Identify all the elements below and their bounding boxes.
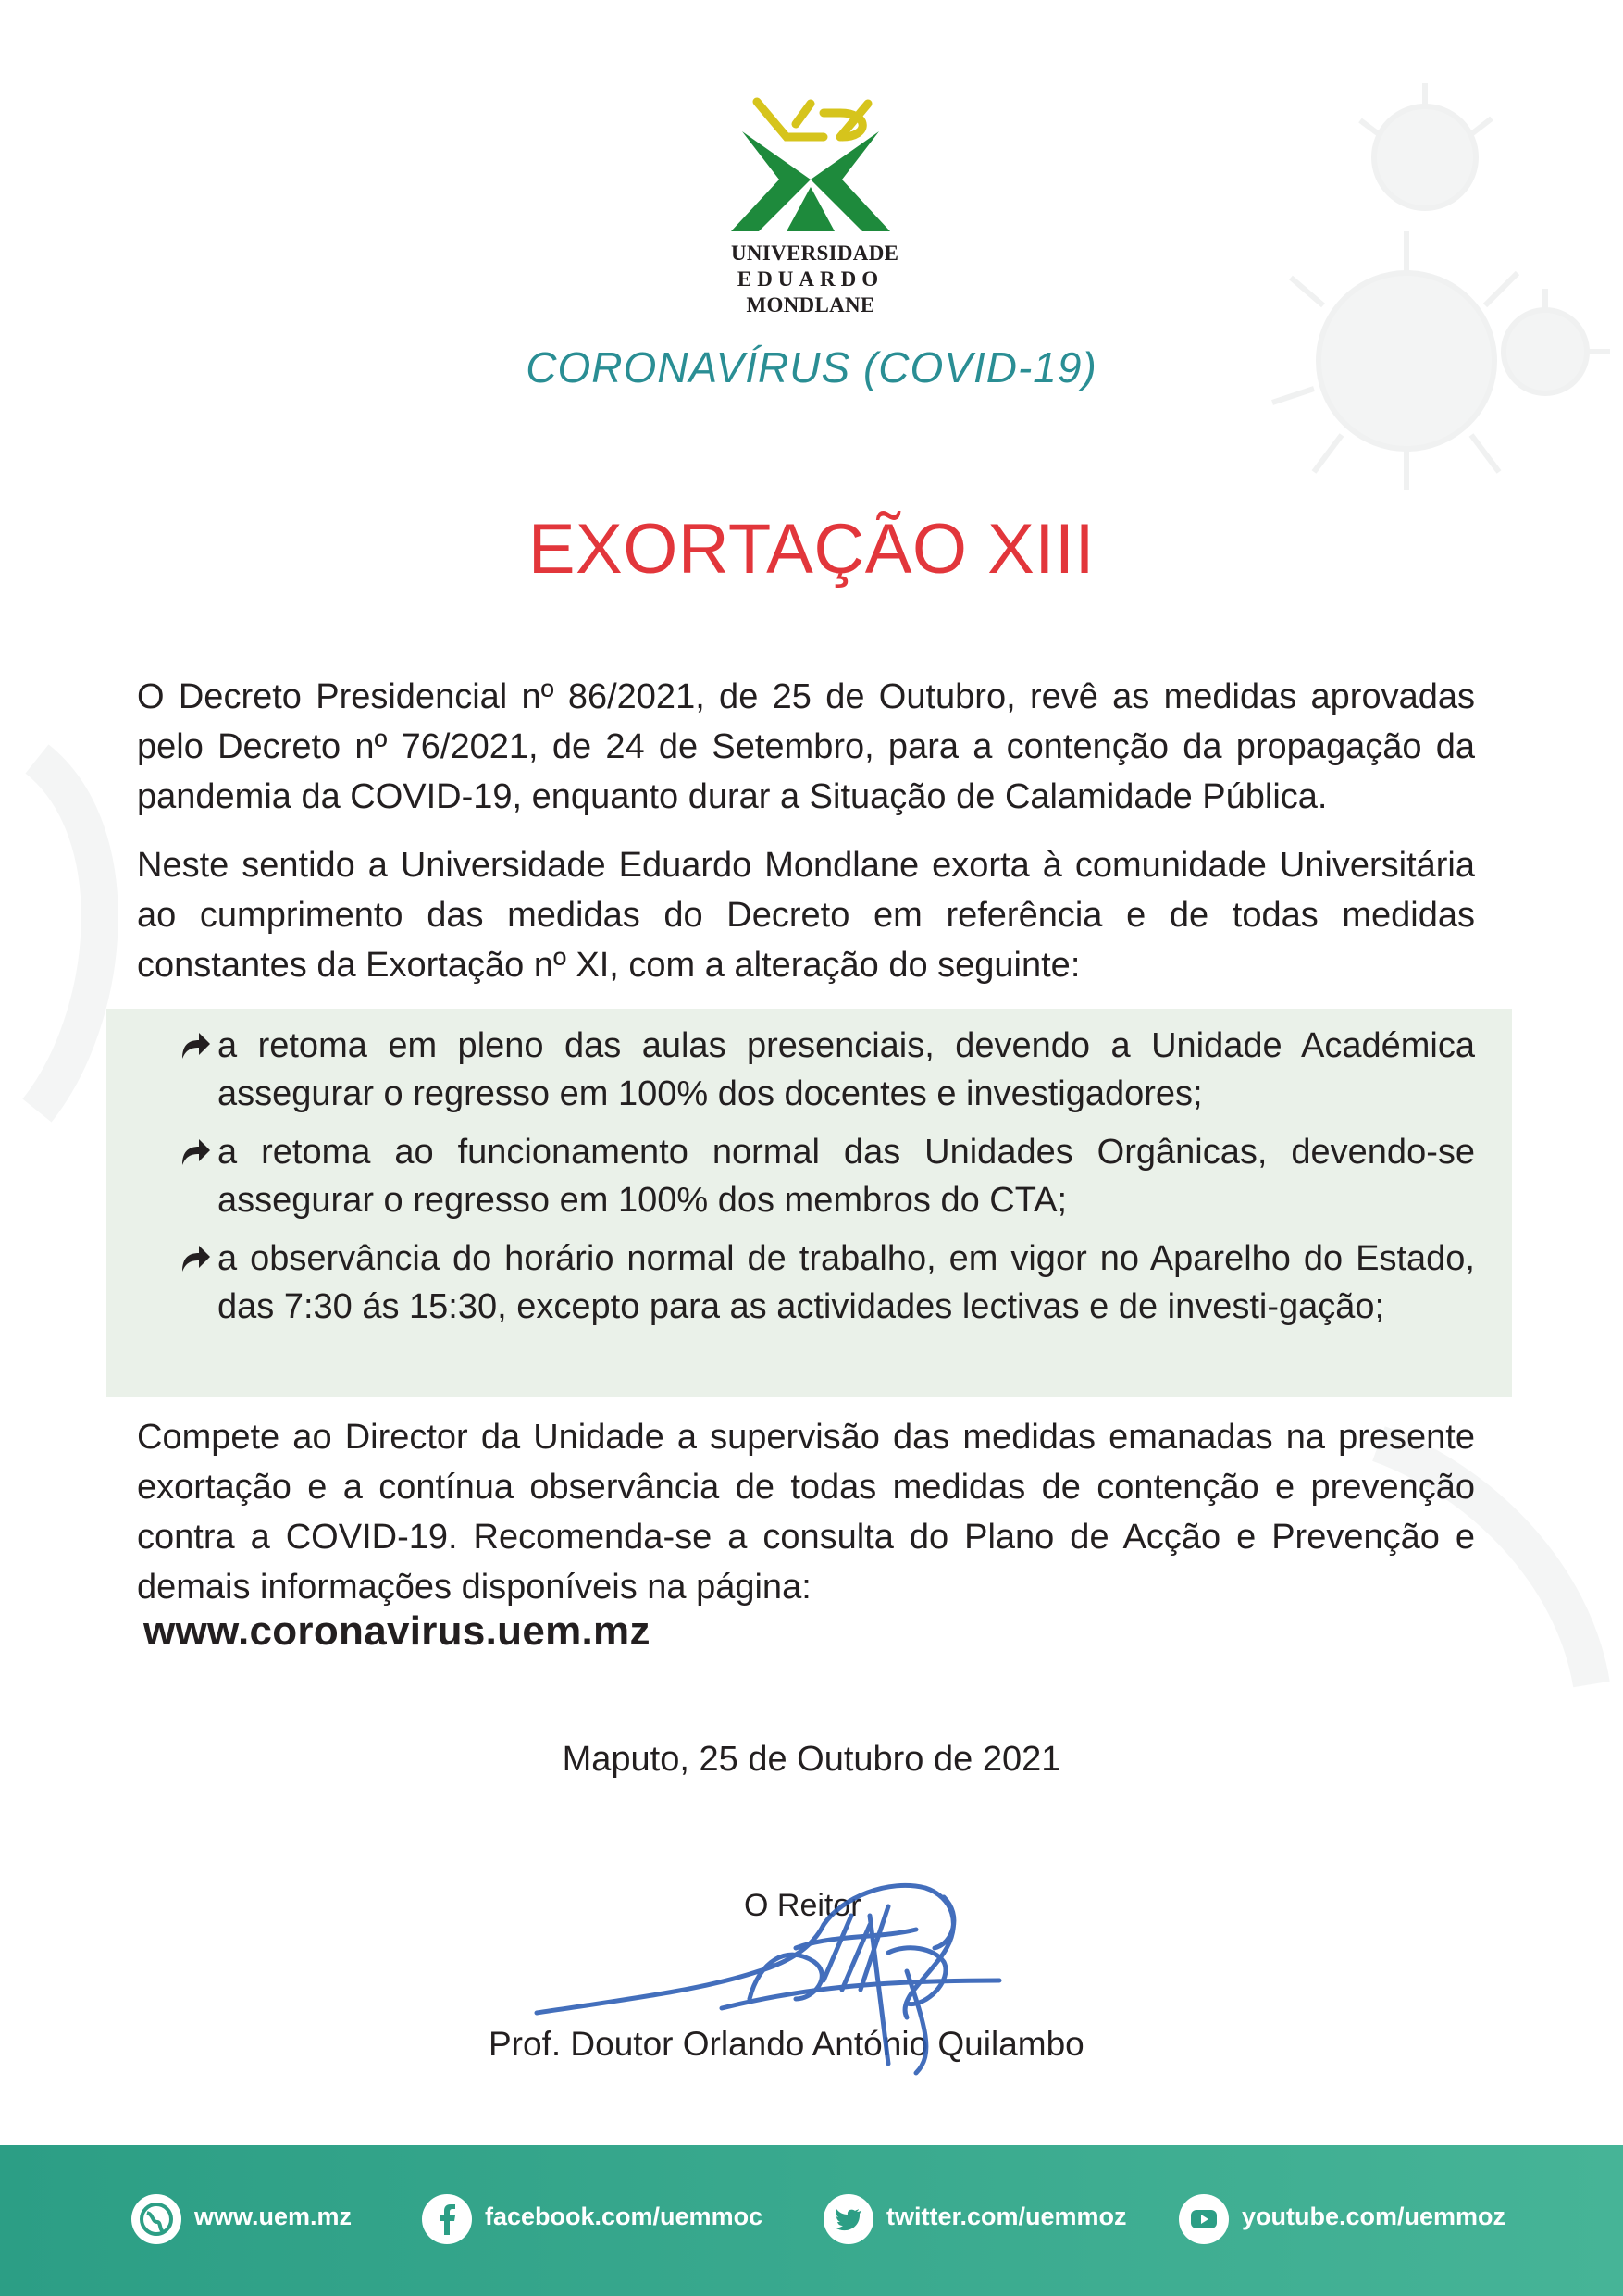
measure-text: a retoma ao funcionamento normal das Unidades Orgânicas, devendo-se assegurar o regresso em 100% dos membros do CTA; [217,1133,1475,1220]
twitter-icon [824,2194,873,2244]
paragraph-supervision: Compete ao Director da Unidade a supervisão das medidas emanadas na presente exortação e a contínua observância de todas medidas de contenção e prevenção contra a COVID-19. Recomenda-se a consulta do Plano de Acção e Prevenção e demais informações disponíveis na página: [137,1418,1475,1607]
measure-item [179,1022,1475,1118]
curved-arrow-icon [179,1137,212,1167]
curved-arrow-icon [179,1031,212,1061]
footer-link-label: facebook.com/uemmoc [485,2203,763,2230]
page-title: EXORTAÇÃO XIII [527,510,1096,589]
footer-bar [0,2145,1623,2296]
logo-line-1: UNIVERSIDADE [731,242,899,265]
page-subtitle: CORONAVÍRUS (COVID-19) [526,343,1097,391]
youtube-icon [1179,2194,1229,2244]
coronavirus-website-link[interactable]: www.coronavirus.uem.mz [143,1608,650,1654]
logo-line-2: EDUARDO [737,267,885,291]
logo-line-3: MONDLANE [746,293,875,316]
logo-emblem-icon [731,94,890,233]
handwritten-signature [518,1860,1036,2082]
university-logo [731,94,899,316]
footer-link-label: youtube.com/uemmoz [1242,2203,1506,2230]
facebook-icon [422,2194,472,2244]
paragraph-exhortation: Neste sentido a Universidade Eduardo Mondlane exorta à comunidade Universitária ao cumprimento das medidas do Decreto em referência e de todas medidas constantes da Exortação nº XI, com a alteração do seguinte: [137,846,1475,985]
measure-text: a observância do horário normal de trabalho, em vigor no Aparelho do Estado, das 7:30 ás 15:30, excepto para as actividades lectivas e de investi-gação; [217,1239,1475,1326]
signatory-name: Prof. Doutor Orlando António Quilambo [489,2025,1084,2063]
globe-icon [131,2194,181,2244]
signature-role: O Reitor [744,1888,861,1923]
measure-item [179,1235,1475,1331]
document-date: Maputo, 25 de Outubro de 2021 [562,1740,1061,1779]
footer-link-label: www.uem.mz [194,2203,353,2230]
measure-item [179,1128,1475,1224]
paragraph-decree: O Decreto Presidencial nº 86/2021, de 25 de Outubro, revê as medidas aprovadas pelo Decreto nº 76/2021, de 24 de Setembro, para a contenção da propagação da pandemia da COVID-19, enquanto durar a Situação de Calamidade Pública. [137,677,1475,816]
curved-arrow-icon [179,1244,212,1273]
measure-text: a retoma em pleno das aulas presenciais, devendo a Unidade Académica assegurar o regresso em 100% dos docentes e investigadores; [217,1026,1475,1113]
logo-wordmark [731,241,899,318]
footer-link-label: twitter.com/uemmoz [886,2203,1127,2230]
measures-box [106,1009,1512,1397]
